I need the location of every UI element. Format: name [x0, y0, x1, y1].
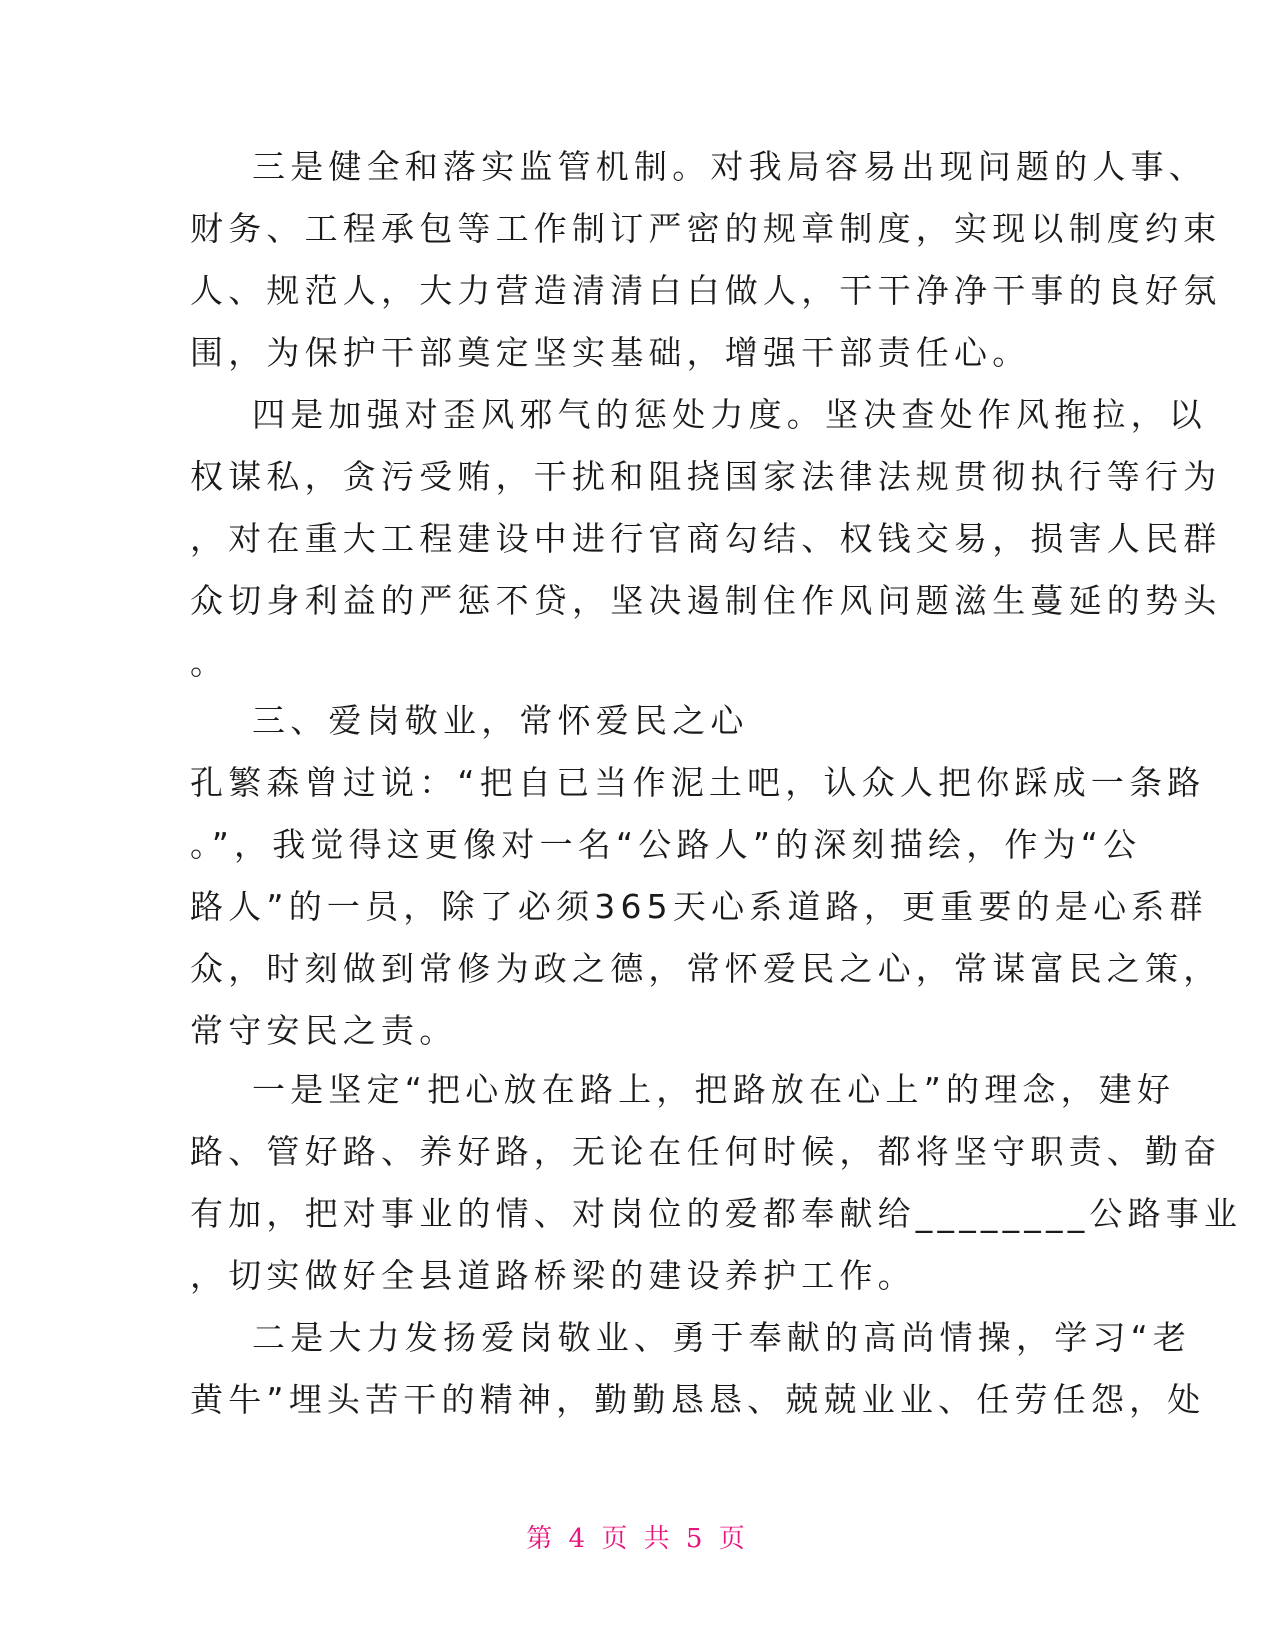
text-line: 人、规范人，大力营造清清白白做人，干干净净干事的良好氛 — [190, 271, 1222, 310]
text-line: 众切身利益的严惩不贷，坚决遏制住作风问题滋生蔓延的势头 — [190, 581, 1222, 620]
text-line: ，切实做好全县道路桥梁的建设养护工作。 — [190, 1256, 916, 1295]
text-line: 黄牛”埋头苦干的精神，勤勤恳恳、兢兢业业、任劳任怨，处 — [190, 1380, 1206, 1419]
text-line: 有加，把对事业的情、对岗位的爱都奉献给________公路事业 — [190, 1194, 1243, 1233]
text-line: 围，为保护干部奠定坚实基础，增强干部责任心。 — [190, 333, 1031, 372]
text-line: 一是坚定“把心放在路上，把路放在心上”的理念，建好 — [252, 1070, 1176, 1109]
section-heading: 三、爱岗敬业，常怀爱民之心 — [252, 701, 749, 740]
text-line: 孔繁森曾过说：“把自已当作泥土吧，认众人把你踩成一条路 — [190, 763, 1206, 802]
page-number-footer: 第 4 页 共 5 页 — [526, 1524, 749, 1554]
text-line: 二是大力发扬爱岗敬业、勇于奉献的高尚情操，学习“老 — [252, 1318, 1192, 1357]
text-line: 。”，我觉得这更像对一名“公路人”的深刻描绘，作为“公 — [190, 825, 1142, 864]
text-line: 四是加强对歪风邪气的惩处力度。坚决查处作风拖拉，以 — [252, 395, 1207, 434]
text-line: 常守安民之责。 — [190, 1011, 458, 1050]
text-line: 权谋私，贪污受贿，干扰和阻挠国家法律法规贯彻执行等行为 — [190, 457, 1222, 496]
text-line: ，对在重大工程建设中进行官商勾结、权钱交易，损害人民群 — [190, 519, 1222, 558]
text-line: 众，时刻做到常修为政之德，常怀爱民之心，常谋富民之策， — [190, 949, 1222, 988]
text-line: 。 — [190, 643, 229, 682]
text-line: 路、管好路、养好路，无论在任何时候，都将坚守职责、勤奋 — [190, 1132, 1222, 1171]
text-line: 财务、工程承包等工作制订严密的规章制度，实现以制度约束 — [190, 209, 1222, 248]
text-line: 路人”的一员，除了必须365天心系道路，更重要的是心系群 — [190, 887, 1208, 926]
text-line: 三是健全和落实监管机制。对我局容易出现问题的人事、 — [252, 147, 1207, 186]
